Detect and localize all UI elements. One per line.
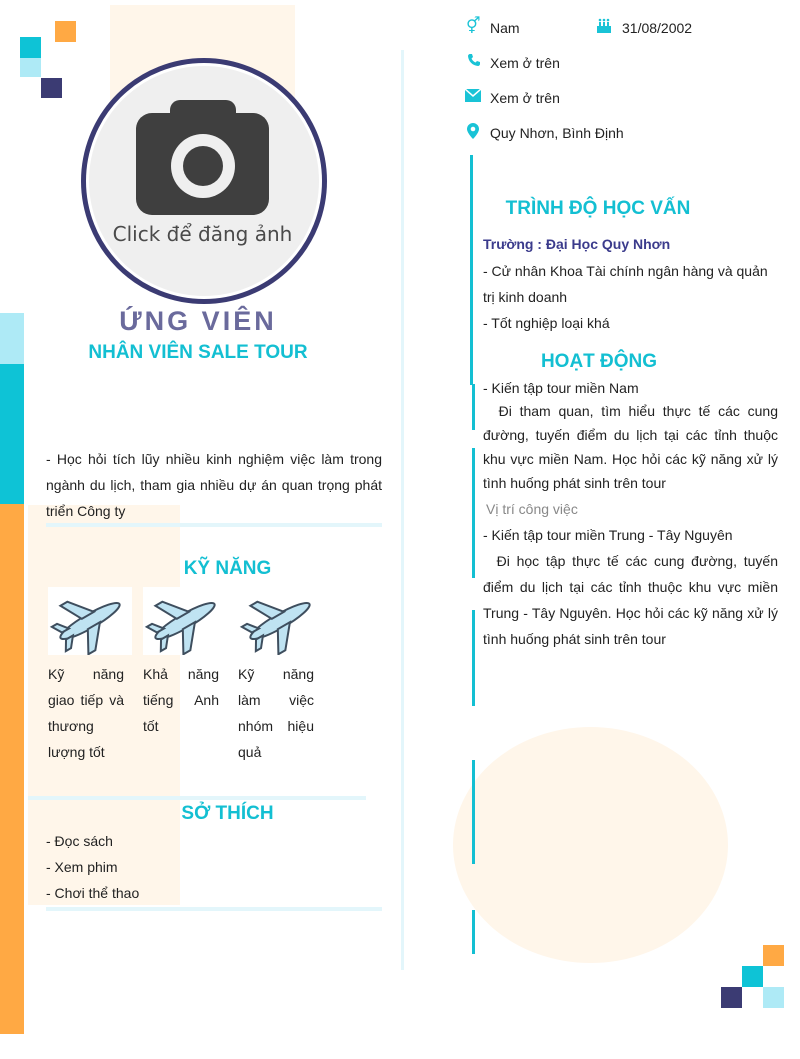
career-objective: - Học hỏi tích lũy nhiều kinh nghiệm việc làm trong ngành du lịch, tham gia nhiều dự án quan trọng phát triển Công ty bbox=[46, 451, 382, 519]
candidate-position: NHÂN VIÊN SALE TOUR bbox=[88, 342, 308, 363]
activity-description: Đi học tập thực tế các cung đường, tuyến điểm du lịch tại các tỉnh thuộc khu vực miền Trung - Tây Nguyên. Học hỏi các kỹ năng xử lý tình huống phát sinh trên tour bbox=[483, 553, 782, 647]
airplane-icon bbox=[238, 587, 322, 655]
decor-bar bbox=[0, 364, 24, 504]
email-icon bbox=[465, 89, 481, 107]
education-title: TRÌNH ĐỘ HỌC VẤN bbox=[505, 198, 691, 219]
birthday-value: 31/08/2002 bbox=[622, 20, 693, 36]
gender-value: Nam bbox=[490, 20, 520, 36]
avatar-upload-label[interactable]: Click để đăng ảnh bbox=[112, 222, 293, 246]
gender-icon: ⚥ bbox=[466, 18, 481, 35]
decor-square bbox=[41, 78, 62, 98]
camera-lens bbox=[183, 146, 223, 186]
decor-bar bbox=[0, 313, 24, 364]
decor-square bbox=[763, 945, 784, 966]
decor-square bbox=[20, 58, 41, 77]
accent-line bbox=[470, 155, 473, 385]
airplane-icon bbox=[143, 587, 227, 655]
hobby-item: - Xem phim bbox=[46, 859, 118, 875]
divider-vertical bbox=[401, 50, 404, 970]
activity-name: - Kiến tập tour miền Trung - Tây Nguyên bbox=[483, 527, 733, 543]
skill-item-label: Kỹ năng giao tiếp và thương lượng tốt bbox=[48, 666, 124, 760]
skill-item-label: Khả năng tiếng Anh tốt bbox=[143, 666, 219, 734]
phone-icon bbox=[467, 53, 481, 72]
education-line: - Tốt nghiệp loại khá bbox=[483, 315, 610, 331]
skills-title: KỸ NĂNG bbox=[183, 558, 272, 579]
candidate-name: ỨNG VIÊN bbox=[119, 306, 277, 336]
activities-title: HOẠT ĐỘNG bbox=[540, 351, 658, 372]
address-value: Quy Nhơn, Bình Định bbox=[490, 125, 624, 141]
divider bbox=[46, 523, 382, 527]
activity-role: Vị trí công việc bbox=[486, 501, 578, 517]
decor-square bbox=[763, 987, 784, 1008]
school-name: Trường : Đại Học Quy Nhơn bbox=[483, 236, 671, 252]
birthday-cake-icon bbox=[596, 16, 612, 39]
hobby-item: - Đọc sách bbox=[46, 833, 113, 849]
activity-description: Đi tham quan, tìm hiểu thực tế các cung đường, tuyến điểm du lịch tại các tỉnh thuộc khu vực miền Nam. Học hỏi các kỹ năng xử lý tình huống phát sinh trên tour bbox=[483, 403, 782, 491]
location-pin-icon bbox=[467, 123, 479, 144]
hobby-item: - Chơi thể thao bbox=[46, 885, 140, 901]
accent-line bbox=[472, 610, 475, 706]
decor-bar bbox=[0, 504, 24, 1034]
decor-square bbox=[742, 966, 763, 987]
accent-line bbox=[472, 384, 475, 430]
airplane-icon bbox=[48, 587, 132, 655]
accent-line bbox=[472, 760, 475, 864]
activity-name: - Kiến tập tour miền Nam bbox=[483, 380, 639, 396]
decor-cream-circle bbox=[453, 727, 728, 963]
education-line: - Cử nhân Khoa Tài chính ngân hàng và quản trị kinh doanh bbox=[483, 263, 768, 305]
accent-line bbox=[472, 910, 475, 954]
phone-value: Xem ở trên bbox=[490, 55, 560, 71]
divider bbox=[46, 907, 382, 911]
accent-line bbox=[472, 448, 475, 578]
divider bbox=[28, 796, 366, 800]
email-value: Xem ở trên bbox=[490, 90, 560, 106]
decor-square bbox=[55, 21, 76, 42]
decor-square bbox=[20, 37, 41, 58]
skill-item-label: Kỹ năng làm việc nhóm hiệu quả bbox=[238, 666, 314, 760]
hobbies-title: SỞ THÍCH bbox=[181, 803, 274, 824]
decor-square bbox=[721, 987, 742, 1008]
